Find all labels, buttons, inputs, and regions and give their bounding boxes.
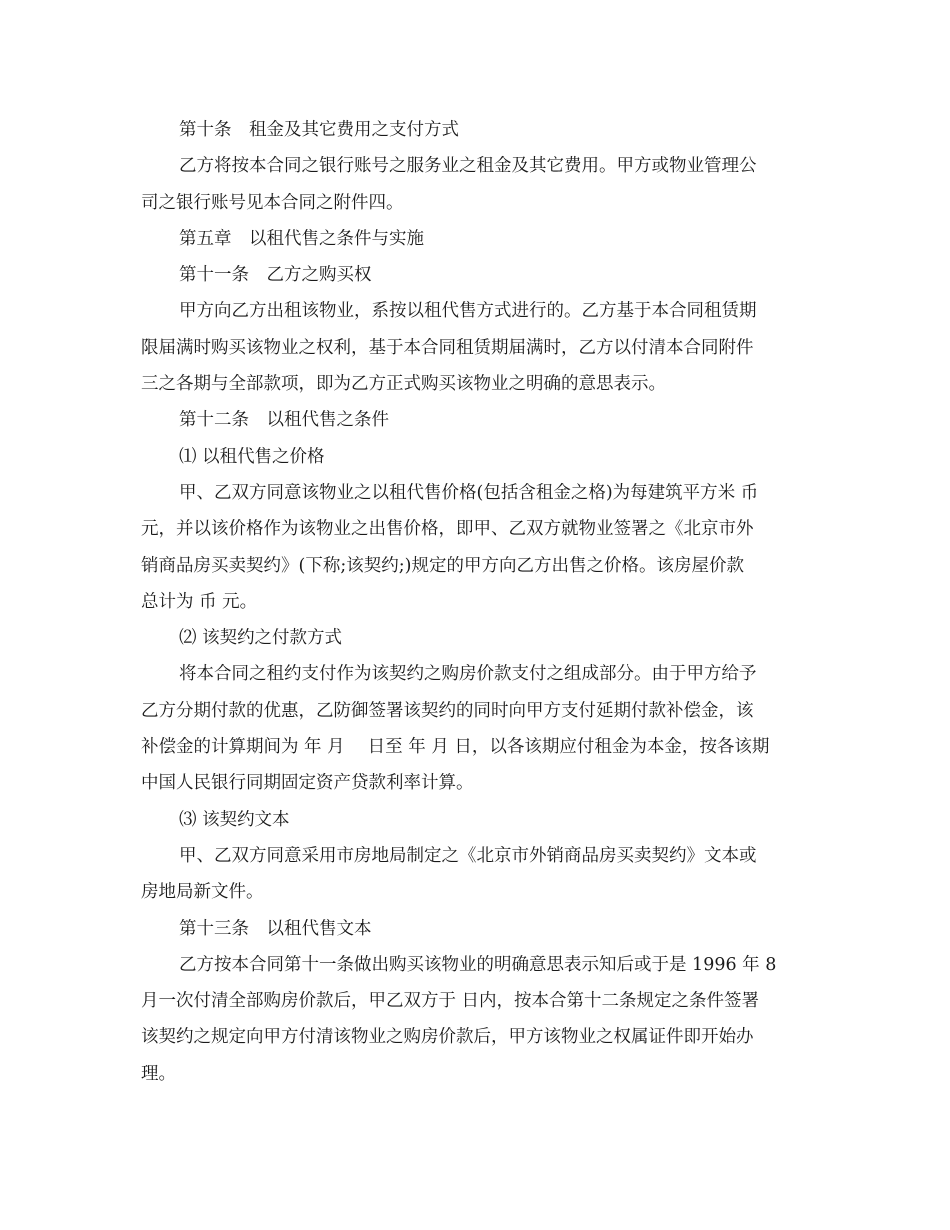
text-line: 销商品房买卖契约》(下称;该契约;)规定的甲方向乙方出售之价格。该房屋价款 bbox=[141, 555, 744, 576]
text-line: 三之各期与全部款项，即为乙方正式购买该物业之明确的意思表示。 bbox=[141, 374, 666, 395]
text-line: 中国人民银行同期固定资产贷款利率计算。 bbox=[141, 773, 474, 794]
text-line: 总计为 币 元。 bbox=[141, 591, 258, 612]
text-line: 乙方分期付款的优惠，乙防御签署该契约的同时向甲方支付延期付款补偿金，该 bbox=[141, 700, 754, 721]
text-line: 限届满时购买该物业之权利，基于本合同租赁期届满时，乙方以付清本合同附件 bbox=[141, 337, 754, 358]
text-line: 理。 bbox=[141, 1063, 176, 1084]
text-line: 司之银行账号见本合同之附件四。 bbox=[141, 192, 404, 213]
text-line: 该契约之规定向甲方付清该物业之购房价款后，甲方该物业之权属证件即开始办 bbox=[141, 1027, 754, 1048]
text-line: 将本合同之租约支付作为该契约之购房价款支付之组成部分。由于甲方给予 bbox=[179, 664, 757, 685]
text-line: 第十三条 以租代售文本 bbox=[179, 918, 372, 939]
text-line: 房地局新文件。 bbox=[141, 882, 264, 903]
text-line: 甲方向乙方出租该物业，系按以租代售方式进行的。乙方基于本合同租赁期 bbox=[179, 301, 757, 322]
text-line: 第十二条 以租代售之条件 bbox=[179, 410, 389, 431]
text-line: 乙方按本合同第十一条做出购买该物业的明确意思表示知后或于是 1996 年 8 bbox=[179, 954, 777, 975]
text-line: 元，并以该价格作为该物业之出售价格，即甲、乙双方就物业签署之《北京市外 bbox=[141, 519, 754, 540]
text-line: 第五章 以租代售之条件与实施 bbox=[179, 228, 424, 249]
text-line: 甲、乙双方同意采用市房地局制定之《北京市外销商品房买卖契约》文本或 bbox=[179, 845, 757, 866]
text-line: 月一次付清全部购房价款后，甲乙双方于 日内，按本合第十二条规定之条件签署 bbox=[141, 991, 760, 1012]
text-line: 甲、乙双方同意该物业之以租代售价格(包括含租金之格)为每建筑平方米 币 bbox=[179, 482, 759, 503]
text-line: 第十条 租金及其它费用之支付方式 bbox=[179, 120, 459, 140]
text-line: ⑵ 该契约之付款方式 bbox=[179, 628, 343, 649]
document-body bbox=[141, 112, 801, 1092]
text-line: ⑴ 以租代售之价格 bbox=[179, 446, 325, 467]
text-line: 补偿金的计算期间为 年 月 日至 年 月 日，以各该期应付租金为本金，按各该期 bbox=[141, 737, 770, 758]
text-line: 乙方将按本合同之银行账号之服务业之租金及其它费用。甲方或物业管理公 bbox=[179, 156, 757, 177]
text-line: 第十一条 乙方之购买权 bbox=[179, 265, 372, 286]
text-line: ⑶ 该契约文本 bbox=[179, 809, 290, 830]
